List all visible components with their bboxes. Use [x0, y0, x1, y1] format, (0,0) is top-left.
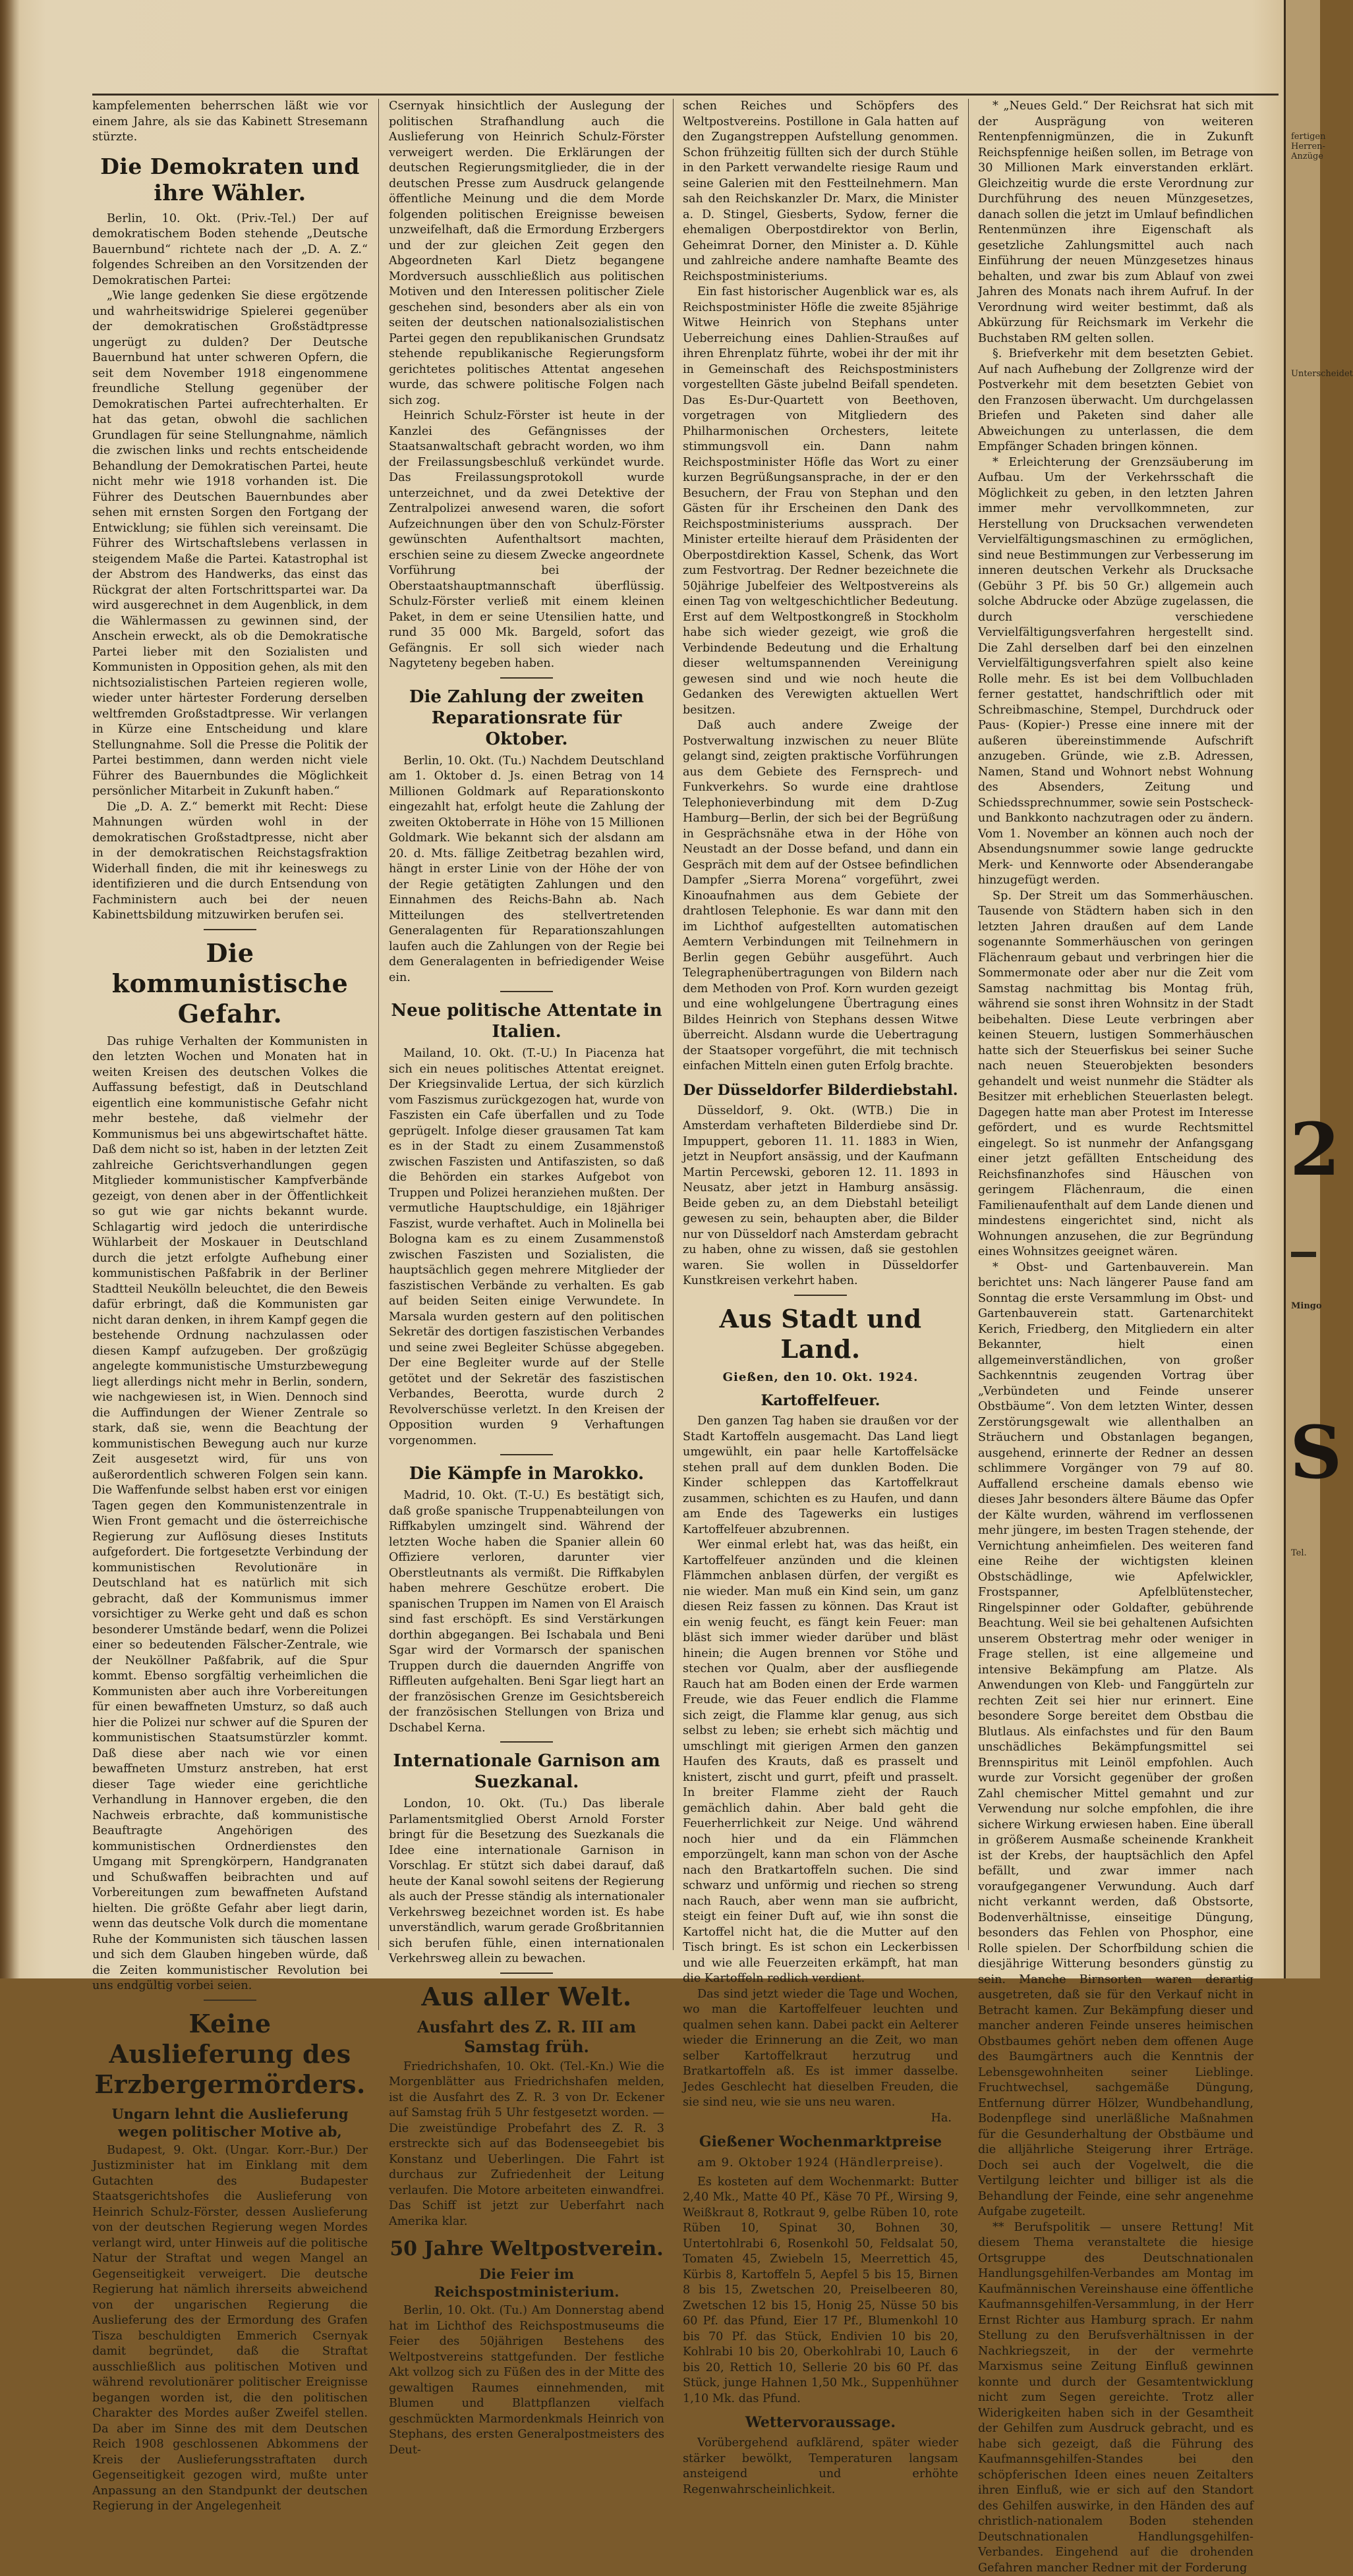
article-paragraph: * „Neues Geld.“ Der Reichsrat hat sich mit der Ausprägung von weiteren Rentenpfennigmünzen, die in Zukunft Reichspfennige heißen sollen, im Betrage von 30 Millionen Mark einverstanden erklärt. Gleichzeitig wurde die erste Verordnung zur Durchführung des neuen Münzgesetzes, danach sollen die jetzt im Umlauf befindlichen Rentenmünzen ihre Eigenschaft als gesetzliche Zahlungsmittel auch nach Einführung der neuen Münzgesetzes hinaus behalten, und zwar bis zum Ablauf von zwei Jahren des Monats nach ihrem Aufruf. In der Verordnung wird weiter bestimmt, daß als Abkürzung für Reichsmark im Verkehr die Buchstaben RM gelten sollen.	[978, 99, 1253, 347]
article-paragraph: Budapest, 9. Okt. (Ungar. Korr.-Bur.) Der Justizminister hat im Einklang mit dem Gutachten des Budapester Staatsgerichtshofes die Auslieferung von Heinrich Schulz-Förster, dessen Auslieferung von der deutschen Regierung wegen Mordes verlangt wird, unter Hinweis auf die politische Natur der Straftat und wegen Mangel an Gegenseitigkeit verweigert. Die deutsche Regierung hat nämlich ihrerseits abweichend von der ungarischen Regierung die Auslieferung des der Ermordung des Grafen Tisza beschuldigten Emmerich Csernyak damit begründet, daß die Straftat ausschließlich aus politischen Motiven und während revolutionärer politischer Ereignisse begangen worden ist, die den politischen Charakter des Mordes außer Zweifel stellen. Da aber im Sinne des mit dem Deutschen Reich 1908 geschlossenen Abkommens der Kreis der Auslieferungsstraftaten durch Gegenseitigkeit gezogen wird, mußte unter Anpassung an den Standpunkt der deutschen Regierung in der Angelegenheit	[92, 2143, 368, 2515]
separator	[500, 991, 553, 992]
article-title: 50 Jahre Weltpostverein.	[389, 2237, 664, 2261]
edge-text: Mingo	[1291, 1301, 1319, 1311]
continued-text: schen Reiches und Schöpfers des Weltpostvereins. Postillone in Gala hatten auf den Zugangstreppen Aufstellung genommen. Schon frühzeitig füllten sich der durch Stühle in den Parkett verwandelte riesige Raum und seine Galerien mit den Festteilnehmern. Man sah den Reichskanzler Dr. Marx, die Minister a. D. Stingel, Giesberts, Sydow, ferner die ehemaligen Oberpostdirektor von Berlin, Geheimrat Dorner, den Minister a. D. Kühle und zahlreiche andere namhafte Beamte des Reichspostministeriums.	[683, 99, 958, 285]
article-title: Die Zahlung der zweiten Reparationsrate für Oktober.	[389, 686, 664, 750]
article-paragraph: Es kosteten auf dem Wochenmarkt: Butter 2,40 Mk., Matte 40 Pf., Käse 70 Pf., Wirsing 9, Weißkraut 8, Rotkraut 9, gelbe Rüben 10, rote Rüben 10, Spinat 30, Bohnen 30, Untertohlrabi 6, Rosenkohl 50, Feldsalat 50, Tomaten 45, Zwiebeln 15, Meerrettich 45, Kürbis 8, Kartoffeln 5, Aepfel 5 bis 15, Birnen 8 bis 15, Zwetschen 20, Preiselbeeren 80, Zwetschen 12 bis 15, Honig 25, Nüsse 50 bis 60 Pf. das Pfund, Eier 17 Pf., Blumenkohl 10 bis 70 Pf. das Stück, Endivien 10 bis 20, Kohlrabi 10 bis 20, Oberkohlrabi 10, Lauch 6 bis 20, Rettich 10, Sellerie 20 bis 60 Pf. das Stück, junge Hahnen 1,50 Mk., Suppenhühner 1,10 Mk. das Pfund.	[683, 2175, 958, 2407]
edge-text: Tel.	[1291, 1548, 1319, 1558]
separator	[204, 929, 256, 930]
top-rule	[92, 94, 1279, 96]
column-divider	[673, 99, 674, 1950]
article-paragraph: Berlin, 10. Okt. (Priv.-Tel.) Der auf demokratischem Boden stehende „Deutsche Bauernbund“ richtete nach der „D. A. Z.“ folgendes Schreiben an den Vorsitzenden der Demokratischen Partei:	[92, 211, 368, 289]
article-title: Internationale Garnison am Suezkanal.	[389, 1750, 664, 1793]
article-paragraph: §. Briefverkehr mit dem besetzten Gebiet. Auf nach Aufhebung der Zollgrenze wird der Postverkehr mit dem besetzten Gebiet von den Franzosen überwacht. Um durchgelassen Briefen und Paketen sind daher alle Abweichungen zu unterlassen, die dem Empfänger Schaden bringen können.	[978, 347, 1253, 455]
edge-large-glyph: S	[1290, 1416, 1342, 1489]
article-paragraph: Vorübergehend aufklärend, später wieder stärker bewölkt, Temperaturen langsam ansteigend und erhöhte Regenwahrscheinlichkeit.	[683, 2436, 958, 2498]
article-paragraph: Madrid, 10. Okt. (T.-U.) Es bestätigt sich, daß große spanische Truppenabteilungen von Riffkabylen umzingelt sind. Während der letzten Woche haben die Spanier allein 60 Offiziere verloren, darunter vier Oberstleutnants als vermißt. Die Riffkabylen haben mehrere Geschütze erobert. Die spanischen Truppen im Namen von El Araisch sind fast erschöpft. Es sind Verstärkungen dorthin abgegangen. Bei Ischabala und Beni Sgar wird der Vormarsch der spanischen Truppen durch die dauernden Angriffe von Riffleuten aufgehalten. Beni Sgar liegt hart an der französischen Grenze im Gesichtsbereich der französischen Stellungen von Briza und Dschabel Kerna.	[389, 1488, 664, 1736]
dateline: Gießen, den 10. Okt. 1924.	[683, 1370, 958, 1386]
section-title: Aus aller Welt.	[389, 1982, 664, 2012]
separator	[500, 1973, 553, 1974]
article-subtitle: Ausfahrt des Z. R. III am Samstag früh.	[389, 2017, 664, 2057]
article-subtitle: am 9. Oktober 1924 (Händlerpreise).	[683, 2155, 958, 2171]
column-1	[92, 99, 368, 2515]
column-divider	[968, 99, 969, 1950]
article-paragraph: Daß auch andere Zweige der Postverwaltung inzwischen zu neuer Blüte gelangt sind, zeigten praktische Vorführungen aus dem Gebiete des Fernsprech- und Funkverkehrs. So wurde eine drahtlose Telephonieverbindung mit dem D-Zug Hamburg—Berlin, der sich bei der Begrüßung in Gesprächsnähe etwa in der Höhe von Neustadt an der Dosse befand, und dann ein Gespräch mit dem auf der Ostsee befindlichen Dampfer „Sierra Morena“ vorgeführt, zwei Kinoaufnahmen aus dem Gebiete der drahtlosen Telephonie. Es war dann mit den im Lichthof aufgestellten automatischen Aemtern Verbindungen mit Teilnehmern in Berlin gegen Gebühr ausgeführt. Auch Telegraphenübertragungen von Bildern nach dem Methoden von Prof. Korn wurden gezeigt und eine wohlgelungene Übertragung eines Bildes Heinrich von Stephans dessen Witwe überreicht. Alsdann wurde die Uebertragung der Staatsoper vorgeführt, die mit technisch einfachen Mitteln einen guten Erfolg brachte.	[683, 718, 958, 1075]
article-paragraph: Ein fast historischer Augenblick war es, als Reichspostminister Höfle die zweite 85jährige Witwe Heinrich von Stephans unter Ueberreichung eines Dahlien-Straußes auf ihren Ehrenplatz führte, wobei ihr der mit ihr in Gemeinschaft des Reichspostministers vorgestellten Gäste jubelnd Beifall spendeten. Das Es-Dur-Quartett von Beethoven, vorgetragen von Mitgliedern des Philharmonischen Orchesters, leitete stimmungsvoll ein. Dann nahm Reichspostminister Höfle das Wort zu einer kurzen Begrüßungsansprache, in der er den Besuchern, der Frau von Stephan und den Gästen für ihr Erscheinen den Dank des Reichspostministeriums aussprach. Der Minister erteilte hierauf dem Präsidenten der Oberpostdirektion Kassel, Schenk, das Wort zum Festvortrag. Der Redner bezeichnete die 50jährige Jubelfeier des Weltpostvereins als einen Tag von weltgeschichtlicher Bedeutung. Erst auf dem Weltpostkongreß in Stockholm habe sich wieder gezeigt, wie groß die Verbindende Bedeutung und die Erhaltung dieser weltumspannenden Vereinigung gewesen sind und wie noch heute die Gedanken des Verewigten aktuellen Wert besitzen.	[683, 285, 958, 718]
section-title: Aus Stadt und Land.	[683, 1304, 958, 1364]
article-subtitle: Die Feier im Reichspostministerium.	[389, 2265, 664, 2301]
article-title: Wettervoraussage.	[683, 2413, 958, 2432]
article-subtitle: Kartoffelfeuer.	[683, 1391, 958, 1410]
article-paragraph: Den ganzen Tag haben sie draußen vor der Stadt Kartoffeln ausgemacht. Das Land liegt umgewühlt, ein paar helle Kartoffelsäcke stehen prall auf dem dunklen Boden. Die Kinder schleppen das Kartoffelkraut zusammen, schichten es zu Haufen, und dann am Ende des Tagewerks ein lustiges Kartoffelfeuer abzubrennen.	[683, 1414, 958, 1538]
separator	[500, 677, 553, 679]
edge-text: Unterscheidet	[1291, 369, 1319, 379]
article-paragraph: Das sind jetzt wieder die Tage und Wochen, wo man die Kartoffelfeuer leuchten und qualmen sehen kann. Dabei packt ein Aelterer wieder die Erinnerung an die Zeit, wo man selber Kartoffelkraut herzutrug und Bratkartoffeln aß. Es ist immer dasselbe. Jedes Geschlecht hat dieselben Freuden, die sie sind neu, wie sie uns neu waren.	[683, 1987, 958, 2111]
column-3	[683, 99, 958, 2498]
adjacent-page-edge	[1284, 0, 1320, 1978]
article-paragraph: Düsseldorf, 9. Okt. (WTB.) Die in Amsterdam verhafteten Bilderdiebe sind Dr. Impuppert, geboren 11. 11. 1883 in Wien, jetzt in Neupfort ansässig, und der Kaufmann Martin Percewski, geboren 12. 11. 1893 in Neusatz, aber jetzt in Hamburg ansässig. Beide geben zu, an dem Diebstahl beteiligt gewesen zu sein, behaupten aber, die Bilder nur von Düsseldorf nach Amsterdam gebracht zu haben, ohne zu wissen, daß sie gestohlen waren. Sie wollen in Düsseldorfer Kunstkreisen verkehrt haben.	[683, 1104, 958, 1289]
signature: Ha.	[683, 2111, 958, 2127]
article-paragraph: Sp. Der Streit um das Sommerhäuschen. Tausende von Städtern haben sich in den letzten Jahren draußen auf dem Lande sogenannte Sommerhäuschen von geringen Flächenraum gebaut und verbringen hier die Sommermonate oder aber nur die Zeit vom Samstag nachmittag bis Montag früh, während sie sonst ihren Wohnsitz in der Stadt beibehalten. Diese Leute verbringen aber keinen Steuern, lustigen Sommerhäuschen hatte sich der Steuerfiskus bei seiner Suche nach neuen Steuerobjekten besonders gehandelt und weist nunmehr die Städter als Besitzer mit erheblichen Steuerlasten belegt. Dagegen hatte man aber Protest im Interesse gefördert, und es wurde Rechtsmittel eingelegt. So ist nunmehr der Anfangsgang einer jetzt gefällten Entscheidung des Reichsfinanzhofes sind Häuschen von geringem Flächenraum, die einen Familienaufenthalt auf dem Lande dienen und mindestens eingerichtet sind, nicht als Wohnungen anzusehen, die zur Begründung eines Wohnsitzes geeignet wären.	[978, 889, 1253, 1260]
continued-text: Csernyak hinsichtlich der Auslegung der politischen Strafhandlung auch die Auslieferung von Heinrich Schulz-Förster verweigert werden. Die Erklärungen der deutschen Regierungsmitglieder, die in der deutschen Presse zum Ausdruck gelangende öffentliche Meinung und die dem Morde folgenden politischen Ereignisse beweisen unzweifelhaft, daß die Ermordung Erzbergers und der zur gleichen Zeit gegen den Abgeordneten Karl Dietz begangene Mordversuch ausschließlich aus politischen Motiven und den Interessen politischer Ziele geschehen sind, besonders aber als ein von seiten der deutschen nationalsozialistischen Partei gegen den republikanischen Grundsatz stehende republikanische Regierungsform gerichtetes politisches Attentat angesehen wurde, das schwere politische Folgen nach sich zog.	[389, 99, 664, 408]
article-paragraph: Die „D. A. Z.“ bemerkt mit Recht: Diese Mahnungen würden wohl in der demokratischen Großstadtpresse, nicht aber in der demokratischen Reichstagsfraktion Widerhall finden, die mit ihr keineswegs zu identifizieren und die durch Entsendung von Fachministern auch bei der neuen Kabinettsbildung mitzuwirken berufen sei.	[92, 800, 368, 924]
article-paragraph: Das ruhige Verhalten der Kommunisten in den letzten Wochen und Monaten hat in weiten Kreisen des deutschen Volkes die Auffassung befestigt, daß in Deutschland eigentlich eine kommunistische Gefahr nicht mehr bestehe, daß vielmehr der Kommunismus bei uns abgewirtschaftet hätte. Daß dem nicht so ist, haben in der letzten Zeit zahlreiche Gerichtsverhandlungen gegen Mitglieder kommunistischer Kampfverbände gezeigt, von denen aber in der Öffentlichkeit so gut wie gar nichts bekannt wurde. Schlagartig wird jedoch die unterirdische Wühlarbeit der Moskauer in Deutschland durch die jetzt erfolgte Aufhebung einer kommunistischen Paßfabrik in der Berliner Stadtteil Neukölln beleuchtet, die den Beweis dafür erbringt, daß die Kommunisten gar nicht daran denken, in ihrem Kampf gegen die bestehende Ordnung nachzulassen oder diesen Kampf aufzugeben. Der großzügig angelegte kommunistische Umsturzbewegung liegt allerdings nicht mehr in Berlin, sondern, wie nachgewiesen ist, in Wien. Dennoch sind die Auffindungen der Wiener Zentrale so stark, daß sie, wenn die Beachtung der kommunistischen Bewegung auch nur kurze Zeit ausgesetzt wird, für uns von außerordentlich schweren Folgen sein kann. Die Waffenfunde selbst haben erst vor einigen Tagen gegen den Kommunistenzentrale in Wien Front gemacht und die österreichische Regierung zur Auflösung dieses Instituts aufgefordert. Die fortgesetzte Verbindung der kommunistischen Revolutionäre in Deutschland hat es natürlich mit sich gebracht, daß der Kommunismus immer vorsichtiger zu Werke geht und daß es schon besonderer Umstände bedarf, wenn die Polizei einer so bedeutenden Fälscher-Zentrale, wie der Neuköllner Paßfabrik, auf die Spur kommt. Ebenso sorgfältig verheimlichen die Kommunisten aber auch ihre Vorbereitungen für einen bewaffneten Umsturz, so daß auch hier die Polizei nur schwer auf die Spuren der kommunistischen Staatsumstürzler kommt. Daß diese aber nach wie vor einen bewaffneten Umsturz anstreben, hat erst dieser Tage wieder eine gerichtliche Verhandlung in Hannover ergeben, die den Nachweis erbrachte, daß kommunistische Beauftragte Angehörigen des kommunistischen Ordnerdienstes den Umgang mit Sprengkörpern, Handgranaten und Schußwaffen beibrachten und auf Vorbereitungen zum bewaffneten Aufstand hielten. Die größte Gefahr aber liegt darin, wenn das deutsche Volk durch die momentane Ruhe der Kommunisten sich täuschen lassen und sich dem Glauben hingeben würde, daß die Zeiten kommunistischer Revolution bei uns endgültig vorbei seien.	[92, 1034, 368, 1994]
article-paragraph: Wer einmal erlebt hat, was das heißt, ein Kartoffelfeuer anzünden und die kleinen Flämmchen anblasen dürfen, der vergißt es nie wieder. Man muß ein Kind sein, um ganz diesen Reiz fassen zu können. Das Kraut ist ein wenig feucht, es fängt kein Feuer: man bläst sich immer wieder darüber und bläst hinein; die Augen brennen vor Stöhe und stechen vor Qualm, aber der ausfliegende Rauch hat am Boden einen der Erde warmen Freude, wie das Feuer endlich die Flamme sich zeigt, die Flamme klar genug, aus sich selbst zu leben; sie erhebt sich mächtig und umschlingt mit gierigen Armen den ganzen Haufen des Krauts, daß es prasselt und knistert, zischt und gurrt, pfeift und prasselt. In breiter Flamme zieht der Rauch gemächlich dahin. Aber bald geht die Feuerherrlichkeit zur Neige. Und während noch hier und da ein Flämmchen emporzüngelt, kann man schon von der Asche nach den Bratkartoffeln suchen. Die sind schwarz und unförmig und riechen so streng nach Rauch, aber wenn man sie aufbricht, steigt ein feiner Duft auf, wie ihn sonst die Kartoffel nicht hat, die die Mutter auf den Tisch bringt. Es ist schon ein Leckerbissen und wie alle Feuerzeiten erkämpft, hat man die Kartoffeln redlich verdient.	[683, 1538, 958, 1987]
column-divider	[378, 99, 379, 1950]
article-paragraph: Mailand, 10. Okt. (T.-U.) In Piacenza hat sich ein neues politisches Attentat ereignet. Der Kriegsinvalide Lertua, der sich kürzlich vom Faszismus zurückgezogen hat, wurde von Faszisten ein Cafe überfallen und zu Tode geprügelt. Infolge dieser grausamen Tat kam es in der Stadt zu einem Zusammenstoß zwischen Faszisten und Antifaszisten, so daß die Behörden ein starkes Aufgebot von Truppen und Polizei heranziehen mußten. Der vermutliche Hauptschuldige, ein 18jähriger Faszist, wurde verhaftet. Auch in Molinella bei Bologna kam es zu einem Zusammenstoß zwischen Faszisten und Sozialisten, die hauptsächlich gegen mehrere Mitglieder der faszistischen Verbände zu verhalten. Es gab auf beiden Seiten einige Verwundete. In Marsala wurden gestern auf den politischen Sekretär des dortigen faszistischen Verbandes und seine zwei Begleiter Schüsse abgegeben. Der eine Begleiter wurde auf der Stelle getötet und der Sekretär des faszistischen Verbandes, Beerotta, wurde durch 2 Revolverschüsse verletzt. In den Kreisen der Opposition wurden 9 Verhaftungen vorgenommen.	[389, 1046, 664, 1449]
article-paragraph: „Wie lange gedenken Sie diese ergötzende und wahrheitswidrige Spielerei gegenüber der demokratischen Großstädtpresse ungerügt zu dulden? Der Deutsche Bauernbund hat unter schweren Opfern, die seit dem November 1918 eingenommene freundliche Stellung gegenüber der Demokratischen Partei aufrechterhalten. Er hat das getan, obwohl die sachlichen Grundlagen für seine Stellungnahme, nämlich die zwischen links und rechts entscheidende Behandlung der Demokratischen Partei, heute nicht mehr wie 1918 vorhanden ist. Die Führer des Deutschen Bauernbundes aber sehen mit ernsten Sorgen den Fortgang der Entwicklung; sie fühlen sich vereinsamt. Die Führer des Wirtschaftslebens verlassen in steigendem Maße die Partei. Katastrophal ist der Abstrom des Handwerks, das einst das Rückgrat der alten Fortschrittspartei war. Da wird ausgerechnet in dem Augenblick, in dem die Wählermassen zu gewinnen sind, der Anschein erweckt, als ob die Demokratische Partei lieber mit den Sozialisten und Kommunisten in Opposition gehen, als mit den nichtsozialistischen Parteien regieren wolle, wieder unter härtester Forderung derselben weltfremden Großstadtpresse. Wir verlangen in Kürze eine Entscheidung und klare Stellungnahme. Soll die Presse die Politik der Partei bestimmen, dann werden nicht viele Führer des Bauernbundes die Möglichkeit persönlicher Mitarbeit in Zukunft haben.“	[92, 289, 368, 800]
article-paragraph: ** Berufspolitik — unsere Rettung! Mit diesem Thema veranstaltete die hiesige Ortsgruppe des Deutschnationalen Handlungsgehilfen-Verbandes am Montag im Kaufmännischen Vereinshause eine öffentliche Kaufmannsgehilfen-Versammlung, in der Herr Ernst Richter aus Hamburg sprach. Er nahm Stellung zu den Berufsverhältnissen in der Nachkriegszeit, in der der vermehrte Marxismus seine Zeitung Einfluß gewinnen konnte und durch der Gesamtentwicklung nicht zum Segen gereichte. Trotz aller Widerigkeiten haben sich in der Gesamtheit der Gehilfen zum Ausdruck gebracht, und es habe sich gezeigt, daß die Führung des Kaufmannsgehilfen-Standes bei den schöpferischen Ideen eines neuen Zeitalters ihren Einfluß, wie er sich auf den Standort des Gehilfen auswirke, in den Händen des auf christlich-nationalem Boden stehenden Deutschnationalen Handlungsgehilfen-Verbandes. Eingehend auf die drohenden Gefahren mancher Redner mit der Forderung	[978, 2220, 1253, 2576]
article-paragraph: Berlin, 10. Okt. (Tu.) Am Donnerstag abend hat im Lichthof des Reichspostmuseums die Feier des 50jährigen Bestehens des Weltpostvereins stattgefunden. Der festliche Akt vollzog sich zu Füßen des in der Mitte des gewaltigen Raumes einnehmenden, mit Blumen und Blattpflanzen vielfach geschmückten Marmordenkmals Heinrich von Stephans, des ersten Generalpostmeisters des Deut-	[389, 2303, 664, 2458]
separator	[204, 2000, 256, 2001]
article-title: Gießener Wochenmarktpreise	[683, 2133, 958, 2151]
article-paragraph: London, 10. Okt. (Tu.) Das liberale Parlamentsmitglied Oberst Arnold Forster bringt für die Besetzung des Suezkanals die Idee eine internationale Garnison in Vorschlag. Er stützt sich dabei darauf, daß heute der Kanal sowohl seitens der Regierung als auch der Presse ständig als internationaler Verkehrsweg bezeichnet worden ist. Es habe unverständlich, warum gerade Großbritannien sich berufen fühle, einen internationalen Verkehrsweg allein zu bewachen.	[389, 1797, 664, 1967]
separator	[500, 1454, 553, 1455]
article-title: Neue politische Attentate in Italien.	[389, 1000, 664, 1042]
column-2	[389, 99, 664, 2458]
article-paragraph: Berlin, 10. Okt. (Tu.) Nachdem Deutschland am 1. Oktober d. Js. einen Betrag von 14 Millionen Goldmark auf Reparationskonto eingezahlt hat, erfolgt heute die Zahlung der zweiten Oktoberrate in Höhe von 15 Millionen Goldmark. Wie bekannt sich der alsdann am 20. d. Mts. fällige Zeitbetrag bezahlen wird, hängt in erster Linie von der Höhe der von der Regie getätigten Zahlungen und den Einnahmen des Reichs-Bahn ab. Nach Mitteilungen des stellvertretenden Generalagenten für Reparationszahlungen laufen auch die Zahlungen von der Regie bei dem Generalagenten in befriedigender Weise ein.	[389, 754, 664, 986]
edge-text: fertigen Herren-Anzüge	[1291, 132, 1319, 161]
article-paragraph: * Obst- und Gartenbauverein. Man berichtet uns: Nach längerer Pause fand am Sonntag die erste Versammlung im Obst- und Gartenbauverein statt. Gartenarchitekt Kerich, Friedberg, den Mitgliedern ein alter Bekannter, hielt einen allgemeinverständlichen, von großer Sachkenntnis zeugenden Vortrag über „Verbündeten und Feinde unserer Obstbäume“. Von dem letzten Winter, dessen Zerstörungsgewalt wie allenthalben an Sträuchern und Obstanlagen begangen, ausgehend, erinnerte der Redner an dessen schlimmere Vorgänger von 79 auf 80. Auffallend erscheine damals ebenso wie dieses Jahr besonders ältere Bäume das Opfer der Kälte wurden, während im verflossenen mehr jüngere, im besten Tragen stehende, der Vernichtung anheimfielen. Des weiteren fand eine Reihe der wichtigsten kleinen Obstschädlinge, wie Apfelwickler, Frostspanner, Apfelblütenstecher, Ringelspinner oder Goldafter, gebührende Beachtung. Weil sie bei gehaltenen Aufsichten unserem Obstertrag mehr oder weniger in Frage stellen, ist eine allgemeine und intensive Bekämpfung am Platze. Als Anwendungen von Kleb- und Fanggürteln zur rechten Zeit sei hier nur erinnert. Eine besondere Sorge bereitet dem Obstbau die Blutlaus. Als einfachstes und für den Baum unschädliches Bekämpfungsmittel sei Brennspiritus mit Leinöl empfohlen. Auch wurde zur Vorsicht gegenüber der großen Zahl chemischer Mittel gemahnt und zur Verwendung nur solche empfohlen, die ihre sichere Wirkung erwiesen haben. Eine überall in größerem Ausmaße scheinende Krankheit ist der Krebs, der hauptsächlich den Apfel befällt, und zwar immer nach voraufgegangener Verwundung. Auch darf nicht verkannt werden, daß Obstsorte, Bodenverhältnisse, einseitige Düngung, besonders das Fehlen von Phosphor, eine Rolle spielen. Der Schorfbildung schien die diesjährige Witterung besonders günstig zu sein. Manche Birnsorten waren derartig ausgetreten, daß sie für den Verkauf nicht in Betracht kamen. Zur Bekämpfung dieser und mancher anderen Feinde unseres heimischen Obstbaumes gehört neben dem offenen Auge des Baumgärtners auch die Kenntnis der Lebensgewohnheiten seiner Lieblinge. Fruchtwechsel, sachgemäße Düngung, Entfernung dürrer Hölzer, Wundbehandlung, Bodenpflege sind unerläßliche Maßnahmen für die Gesunderhaltung der Obstbäume und die alljährliche Steigerung ihrer Erträge. Doch sei auch der Vogelwelt, die die Vertilgung leichter und billiger ist als die Behandlung der Feinde, eine sehr angenehme Aufgabe zugeteilt.	[978, 1260, 1253, 2220]
column-4	[978, 99, 1253, 2576]
article-subtitle: Ungarn lehnt die Auslieferung wegen politischer Motive ab,	[92, 2105, 368, 2141]
edge-bar	[1291, 1252, 1316, 1257]
binding-shadow	[0, 0, 20, 1978]
article-title: Die kommunistische Gefahr.	[92, 938, 368, 1029]
article-paragraph: Heinrich Schulz-Förster ist heute in der Kanzlei des Gefängnisses der Staatsanwaltschaft gebracht worden, wo ihm der Freilassungsbeschluß verkündet wurde. Das Freilassungsprotokoll wurde unterzeichnet, und da zwei Detektive der Zentralpolizei anwesend waren, die sofort Aufzeichnungen über den von Schulz-Förster gewünschten Aufenthaltsort machten, erschien seine zu diesem Zwecke angeordnete Vorführung bei der Oberstaatshauptmannschaft überflüssig. Schulz-Förster verließ mit einem kleinen Paket, in dem er seine Utensilien hatte, und rund 35 000 Mk. Bargeld, sofort das Gefängnis. Er soll sich wieder nach Nagyteteny begeben haben.	[389, 408, 664, 672]
article-title: Keine Auslieferung des Erzbergermörders.	[92, 2009, 368, 2100]
separator	[794, 1295, 847, 1296]
continued-text: kampfelementen beherrschen läßt wie vor einem Jahre, als sie das Kabinett Stresemann stürzte.	[92, 99, 368, 146]
article-paragraph: Friedrichshafen, 10. Okt. (Tel.-Kn.) Wie die Morgenblätter aus Friedrichshafen melden, ist die Ausfahrt des Z. R. 3 von Dr. Eckener auf Samstag früh 5 Uhr festgesetzt worden. — Die zweistündige Probefahrt des Z. R. 3 erstreckte sich auf das Bodenseegebiet bis Konstanz und Ueberlingen. Die Fahrt ist durchaus zur Zufriedenheit der Leitung verlaufen. Die Motore arbeiteten einwandfrei. Das Schiff ist jetzt zur Ueberfahrt nach Amerika klar.	[389, 2059, 664, 2230]
article-title: Die Kämpfe in Marokko.	[389, 1463, 664, 1484]
article-paragraph: * Erleichterung der Grenzsäuberung im Aufbau. Um der Verkehrsschaft die Möglichkeit zu geben, in den letzten Jahren immer mehr vervollkommneten, zur Herstellung von Drucksachen verwendeten Vervielfältigungsmaschinen zu ermöglichen, sind neue Bestimmungen zur Verbesserung im inneren deutschen Verkehr als Drucksache (Gebühr 3 Pf. bis 50 Gr.) allgemein auch solche Abdrucke oder Abzüge zugelassen, die durch verschiedene Vervielfältigungsverfahren hergestellt sind. Die Zahl derselben darf bei den einzelnen Vervielfältigungsverfahren spielt also keine Rolle mehr. Es ist bei dem Vollbuchladen ferner gestattet, handschriftlich oder mit Schreibmaschine, Stempel, Durchdruck oder Paus- (Kopier-) Presse eine innere mit der außeren übereinstimmende Aufschrift anzugeben. Gründe, wie z.B. Adressen, Namen, Stand und Wohnort nebst Wohnung des Absenders, Zeitung und Schiedssprechnummer, sowie sein Postscheck- und Bankkonto nachzutragen oder zu ändern. Vom 1. November an können auch noch der Absendungsnummer sowie lange gedruckte Merk- und Kennworte oder Absenderangabe hinzugefügt werden.	[978, 455, 1253, 889]
article-title: Die Demokraten und ihre Wähler.	[92, 154, 368, 206]
separator	[500, 1741, 553, 1743]
edge-large-glyph: 2	[1290, 1113, 1340, 1186]
article-title: Der Düsseldorfer Bilderdiebstahl.	[683, 1081, 958, 1100]
